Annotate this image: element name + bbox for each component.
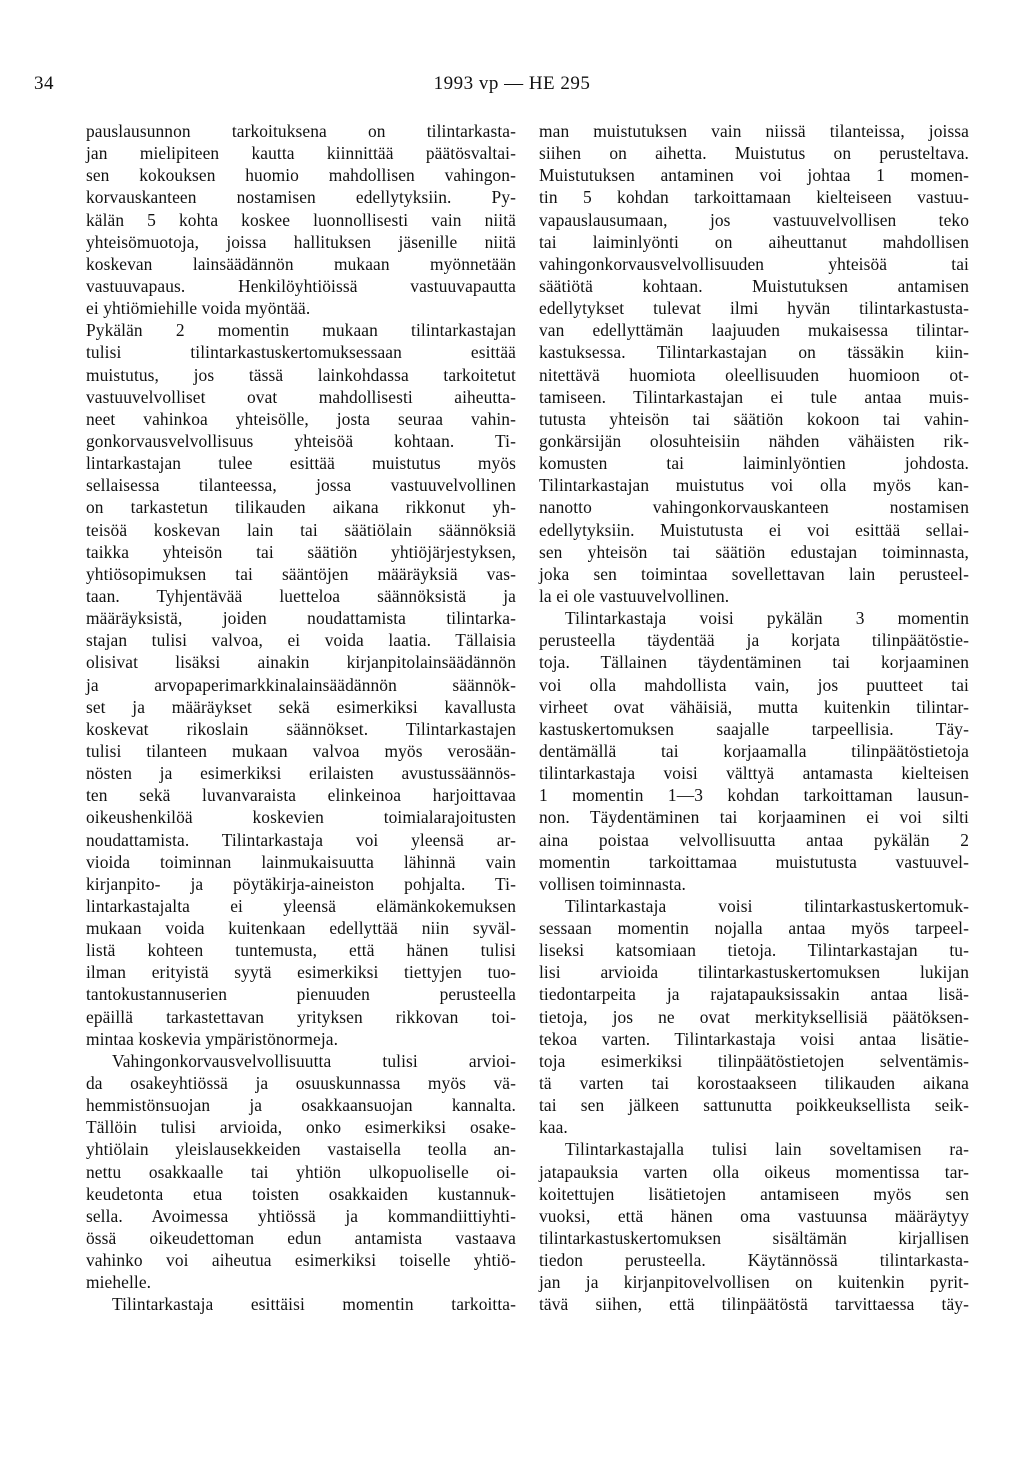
text-line: jatapauksia varten olla oikeus momentissa tar- xyxy=(539,1161,969,1182)
text-line: kastuksessa. Tilintarkastajan on tässäkin kiin- xyxy=(539,342,969,363)
text-line: non. Täydentäminen tai korjaaminen ei voi silti xyxy=(539,807,969,828)
text-line: ten sekä luvanvaraista elinkeinoa harjoittavaa xyxy=(86,785,516,806)
text-line: tantokustannuserien pienuuden perusteella xyxy=(86,984,516,1005)
text-line: Tilintarkastaja voisi tilintarkastuskertomuk- xyxy=(565,895,969,916)
text-line: Tällöin tulisi arvioida, onko esimerkiksi osake- xyxy=(86,1117,516,1138)
text-line: pauslausunnon tarkoituksena on tilintarkasta- xyxy=(86,121,516,141)
text-line: tin 5 kohdan tarkoittamaan kielteiseen vastuu- xyxy=(539,187,969,208)
text-line: momentin tarkoittamaa muistutusta vastuuvel- xyxy=(539,851,969,872)
text-line: on tarkastetun tilikauden aikana rikkonut yh- xyxy=(86,497,516,518)
text-line: keudetonta etua toisten osakkaiden kustannuk- xyxy=(86,1183,516,1204)
text-line: tamiseen. Tilintarkastajan ei tule antaa muis- xyxy=(539,386,969,407)
text-line: voi olla mahdollista vain, jos puutteet tai xyxy=(539,674,969,695)
text-line: kälän 5 kohta koskee luonnollisesti vain niitä xyxy=(86,209,516,230)
text-line: hemmistönsuojan ja osakkaansuojan kannalta. xyxy=(86,1095,516,1116)
text-line: siihen on aihetta. Muistutus on perusteltava. xyxy=(539,143,969,164)
text-line: össä oikeudettoman edun antamista vastaava xyxy=(86,1228,516,1249)
text-line: kaa. xyxy=(539,1117,568,1138)
text-line: nettu osakkaalle tai yhtiön ulkopuoliselle oi- xyxy=(86,1161,516,1182)
text-line: neet vahinkoa yhteisölle, josta seuraa vahin- xyxy=(86,408,516,429)
running-title: 1993 vp — HE 295 xyxy=(433,73,591,94)
text-line: kirjanpito- ja pöytäkirja-aineiston pohjalta. Ti- xyxy=(86,873,516,894)
text-line: listä kohteen tuntemusta, että hänen tulisi xyxy=(86,940,516,961)
text-line: kastuskertomuksen saajalle tarpeellisia. Täy- xyxy=(539,718,969,739)
text-line: gonkärsijän olosuhteisiin nähden vähäisten rik- xyxy=(539,430,969,451)
text-line: edellytyksiin. Muistutusta ei voi esittää sellai- xyxy=(539,519,969,540)
text-line: vapauslausumaan, jos vastuuvelvollisen teko xyxy=(539,209,969,230)
text-line: Vahingonkorvausvelvollisuutta tulisi arvioi- xyxy=(112,1050,516,1071)
text-line: koitettujen lisätietojen antamiseen myös sen xyxy=(539,1183,969,1204)
text-line: vahinko voi aiheutua esimerkiksi toiselle yhtiö- xyxy=(86,1250,516,1271)
text-line: tai sen jälkeen sattunutta poikkeuksellista seik- xyxy=(539,1095,969,1116)
text-line: Tilintarkastaja voisi pykälän 3 momentin xyxy=(565,608,969,629)
text-line: koskevan lainsäädännön mukaan myönnetään xyxy=(86,253,516,274)
text-line: tiedontarpeita ja rajatapauksissakin antaa lisä- xyxy=(539,984,969,1005)
text-line: sellaisessa tilanteessa, jossa vastuuvelvollinen xyxy=(86,475,516,496)
text-line: nitettävä huomiota oleellisuuden huomioon ot- xyxy=(539,364,969,385)
page-number: 34 xyxy=(34,73,54,94)
text-line: edellytykset tulevat ilmi hyvän tilintarkastusta- xyxy=(539,298,969,319)
text-line: vuoksi, että hänen oma vastuunsa määräytyy xyxy=(539,1205,969,1226)
text-line: ja arvopaperimarkkinalainsäädännön säännök- xyxy=(86,674,516,695)
text-line: miehelle. xyxy=(86,1272,152,1293)
text-line: vahingonkorvausvelvollisuuden yhteisöä tai xyxy=(539,253,969,274)
text-line: da osakeyhtiössä ja osuuskunnassa myös vä- xyxy=(86,1073,516,1094)
text-line: olisivat lisäksi ainakin kirjanpitolainsäädännön xyxy=(86,652,516,673)
text-line: sen kokouksen huomio mahdollisen vahingon- xyxy=(86,165,516,186)
text-line: sen yhteisön tai säätiön edustajan toiminnasta, xyxy=(539,541,969,562)
text-line: perusteella täydentää ja korjata tilinpäätöstie- xyxy=(539,630,969,651)
text-line: korvauskanteen nostamisen edellytyksiin. Py- xyxy=(86,187,516,208)
text-line: liseksi katsomiaan tietoja. Tilintarkastajan tu- xyxy=(539,940,969,961)
text-line: aina poistaa velvollisuutta antaa pykälän 2 xyxy=(539,829,969,850)
text-line: säätiötä kohtaan. Muistutuksen antamisen xyxy=(539,275,969,296)
text-line: Tilintarkastajan muistutus voi olla myös kan- xyxy=(539,475,969,496)
left-text-column xyxy=(86,120,516,1316)
text-line: epäillä tarkastettavan yrityksen rikkovan toi- xyxy=(86,1006,516,1027)
text-line: ilman erityistä syytä esimerkiksi tiettyjen tuo- xyxy=(86,962,516,983)
text-line: man muistutuksen vain niissä tilanteissa, joissa xyxy=(539,121,969,141)
text-line: tä varten tai korostaakseen tilikauden aikana xyxy=(539,1073,969,1094)
text-line: oikeushenkilöä koskevien toimialarajoitusten xyxy=(86,807,516,828)
text-line: toja. Tällainen täydentäminen tai korjaaminen xyxy=(539,652,969,673)
text-line: toja esimerkiksi tilinpäätöstietojen selventämis- xyxy=(539,1050,969,1071)
right-text-column xyxy=(539,120,969,1316)
text-line: mukaan voida kuitenkaan edellyttää niin syväl- xyxy=(86,918,516,939)
text-line: taan. Tyhjentävää luetteloa säännöksistä ja xyxy=(86,585,516,606)
text-line: tävä siihen, että tilinpäätöstä tarvittaessa täy- xyxy=(539,1294,969,1315)
text-line: tulisi tilintarkastuskertomuksessaan esittää xyxy=(86,342,516,363)
text-line: stajan tulisi valvoa, ei voida laatia. Tällaisia xyxy=(86,630,516,651)
text-line: muistutus, jos tässä lainkohdassa tarkoitetut xyxy=(86,364,516,385)
text-line: määräyksistä, joiden noudattamista tilintarka- xyxy=(86,608,516,629)
text-line: set ja määräykset sekä esimerkiksi kavallusta xyxy=(86,696,516,717)
text-line: yhtiölain yleislausekkeiden vastaisella teolla an- xyxy=(86,1139,516,1160)
text-line: Muistutuksen antaminen voi johtaa 1 momen- xyxy=(539,165,969,186)
text-line: ei yhtiömiehille voida myöntää. xyxy=(86,298,311,319)
text-line: lintarkastajalta ei yleensä elämänkokemuksen xyxy=(86,895,516,916)
text-line: vastuuvelvolliset ovat mahdollisesti aiheutta- xyxy=(86,386,516,407)
text-line: tilintarkastaja voisi välttyä antamasta kielteisen xyxy=(539,763,969,784)
text-line: sella. Avoimessa yhtiössä ja kommandiittiyhti- xyxy=(86,1205,516,1226)
text-line: la ei ole vastuuvelvollinen. xyxy=(539,585,730,606)
text-line: nanotto vahingonkorvauskanteen nostamisen xyxy=(539,497,969,518)
text-line: vastuuvapaus. Henkilöyhtiöissä vastuuvapautta xyxy=(86,275,516,296)
text-line: komusten tai laiminlyöntien johdosta. xyxy=(539,453,969,474)
text-line: noudattamista. Tilintarkastaja voi yleensä ar- xyxy=(86,829,516,850)
text-line: mintaa koskevia ympäristönormeja. xyxy=(86,1028,339,1049)
text-line: teisöä koskevan lain tai säätiölain säännöksiä xyxy=(86,519,516,540)
text-line: vioida toiminnan lainmukaisuutta lähinnä vain xyxy=(86,851,516,872)
text-line: yhteisömuotoja, joissa hallituksen jäsenille niitä xyxy=(86,231,516,252)
text-line: van edellyttämän laajuuden mukaisessa tilintar- xyxy=(539,320,969,341)
text-line: virheet ovat vähäisiä, mutta kuitenkin tilintar- xyxy=(539,696,969,717)
text-line: Pykälän 2 momentin mukaan tilintarkastajan xyxy=(86,320,516,341)
text-line: sessaan momentin nojalla antaa myös tarpeel- xyxy=(539,918,969,939)
text-line: vollisen toiminnasta. xyxy=(539,873,687,894)
text-line: tutusta yhteisön tai säätiön kokoon tai vahin- xyxy=(539,408,969,429)
text-line: tulisi tilanteen mukaan valvoa myös verosään- xyxy=(86,740,516,761)
text-line: lintarkastajan tulee esittää muistutus myös xyxy=(86,453,516,474)
text-line: taikka yhteisön tai säätiön yhtiöjärjestyksen, xyxy=(86,541,516,562)
text-line: 1 momentin 1—3 kohdan tarkoittaman lausun- xyxy=(539,785,969,806)
text-line: jan mielipiteen kautta kiinnittää päätösvaltai- xyxy=(86,143,516,164)
text-line: jan ja kirjanpitovelvollisen on kuitenkin pyrit- xyxy=(539,1272,969,1293)
text-line: tiedon perusteella. Käytännössä tilintarkasta- xyxy=(539,1250,969,1271)
text-line: tekoa varten. Tilintarkastaja voisi antaa lisätie- xyxy=(539,1028,969,1049)
text-line: yhtiösopimuksen tai sääntöjen määräyksiä vas- xyxy=(86,563,516,584)
text-line: Tilintarkastajalla tulisi lain soveltamisen ra- xyxy=(565,1139,969,1160)
text-line: tietoja, jos ne ovat merkityksellisiä päätöksen- xyxy=(539,1006,969,1027)
text-line: Tilintarkastaja esittäisi momentin tarkoitta- xyxy=(112,1294,516,1315)
text-line: lisi arvioida tilintarkastuskertomuksen lukijan xyxy=(539,962,969,983)
text-line: joka sen toimintaa sovellettavan lain perusteel- xyxy=(539,563,969,584)
text-line: nösten ja esimerkiksi erilaisten avustussäännös- xyxy=(86,763,516,784)
text-line: koskevat rikoslain säännökset. Tilintarkastajen xyxy=(86,718,516,739)
text-line: gonkorvausvelvollisuus yhteisöä kohtaan. Ti- xyxy=(86,430,516,451)
text-line: tai laiminlyönti on aiheuttanut mahdollisen xyxy=(539,231,969,252)
text-line: dentämällä tai korjaamalla tilinpäätöstietoja xyxy=(539,740,969,761)
text-line: tilintarkastuskertomuksen sisältämän kirjallisen xyxy=(539,1228,969,1249)
